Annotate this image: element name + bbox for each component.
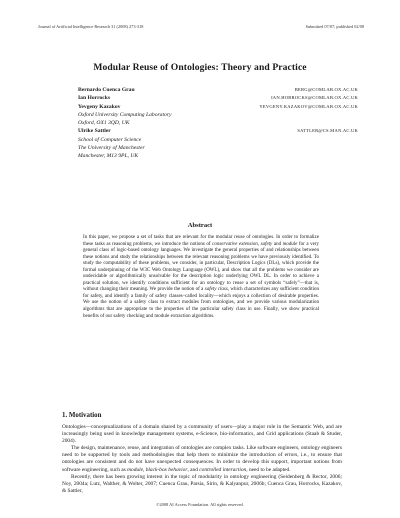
affiliation-line: The University of Manchester bbox=[78, 145, 145, 152]
journal-header bbox=[38, 24, 364, 29]
author-email: YEVGENY.KAZAKOV@COMLAB.OX.AC.UK bbox=[259, 103, 358, 109]
submission-dates: Submitted 07/07; published 02/08 bbox=[305, 24, 364, 29]
abstract-text: In this paper, we propose a set of tasks that are relevant for the modular reuse of ontologies. In order to formalize these tasks as reasoning problems, we introduce the notions of conservative extension, safety and module for a very general class of logic-based ontology languages. We investigate the general properties of and relationships between these notions and study the relationships between the relevant reasoning problems we have previously identified. To study the computability of these problems, we consider, in particular, Description Logics (DLs), which provide the formal underpinning of the W3C Web Ontology Language (OWL), and show that all the problems we consider are undecidable or algorithmically unsolvable for the description logic underlying OWL DL. In order to achieve a practical solution, we identify conditions sufficient for an ontology to reuse a set of symbols “safely”—that is, without changing their meaning. We provide the notion of a safety class, which characterizes any sufficient condition for safety, and identify a family of safety classes–called locality—which enjoys a collection of desirable properties. We use the notion of a safety class to extract modules from ontologies, and we provide various modularization algorithms that are appropriate to the properties of the particular safety class in use. Finally, we show practical benefits of our safety checking and module extraction algorithms. bbox=[83, 235, 319, 319]
affiliation-line: Oxford, OX1 3QD, UK bbox=[78, 120, 130, 127]
author-name: Bernardo Cuenca Grau bbox=[78, 87, 135, 93]
author-email: SATTLER@CS.MAN.AC.UK bbox=[297, 128, 358, 134]
section-heading: 1. Motivation bbox=[62, 412, 102, 419]
section-body bbox=[62, 424, 342, 495]
affiliation-line: Oxford University Computing Laboratory bbox=[78, 111, 172, 118]
author-email: BERG@COMLAB.OX.AC.UK bbox=[294, 87, 358, 92]
author-name: Ian Horrocks bbox=[78, 95, 111, 102]
author-row bbox=[78, 127, 358, 135]
paragraph: Recently, there has been growing interest in the topic of modularity in ontology engineering (Seidenberg & Rector, 2006; Noy, 2004a; Lutz, Walther, & Wolter, 2007; Cuenca Grau, Parsia, Sirin, & Kalyanpur, 2006b; Cuenca Grau, Horrocks, Kazakov, & Sattler, bbox=[62, 473, 342, 494]
author-block bbox=[78, 86, 358, 161]
author-row bbox=[78, 94, 358, 102]
author-name: Ulrike Sattler bbox=[78, 128, 111, 135]
affiliation-line: School of Computer Science bbox=[78, 136, 142, 143]
author-row bbox=[78, 86, 358, 94]
author-name: Yevgeny Kazakov bbox=[78, 103, 121, 110]
copyright-footer: ©2008 AI Access Foundation. All rights reserved. bbox=[156, 502, 244, 507]
paragraph: Ontologies—conceptualizations of a domain shared by a community of users—play a major role in the Semantic Web, and are increasingly being used in knowledge management systems, e-Science, bio-informatics, and Grid applications (Staab & Studer, 2004). bbox=[62, 424, 342, 445]
paragraph: The design, maintenance, reuse, and integration of ontologies are complex tasks. Like software engineers, ontology engineers need to be supported by tools and methodologies that help them to minimize the introduction of errors, i.e., to ensure that ontologies are consistent and do not have unexpected consequences. In order to develop this support, important notions from software engineering, such as module, black-box behavior, and controlled interaction, need to be adapted. bbox=[62, 445, 342, 473]
affiliation-line: Manchester, M13 9PL, UK bbox=[78, 153, 139, 160]
journal-citation: Journal of Artificial Intelligence Research 31 (2008) 273-318 bbox=[38, 24, 144, 29]
author-row bbox=[78, 103, 358, 111]
paper-title: Modular Reuse of Ontologies: Theory and Practice bbox=[93, 62, 307, 73]
author-email: IAN.HORROCKS@COMLAB.OX.AC.UK bbox=[271, 95, 358, 101]
abstract-heading: Abstract bbox=[187, 222, 213, 229]
